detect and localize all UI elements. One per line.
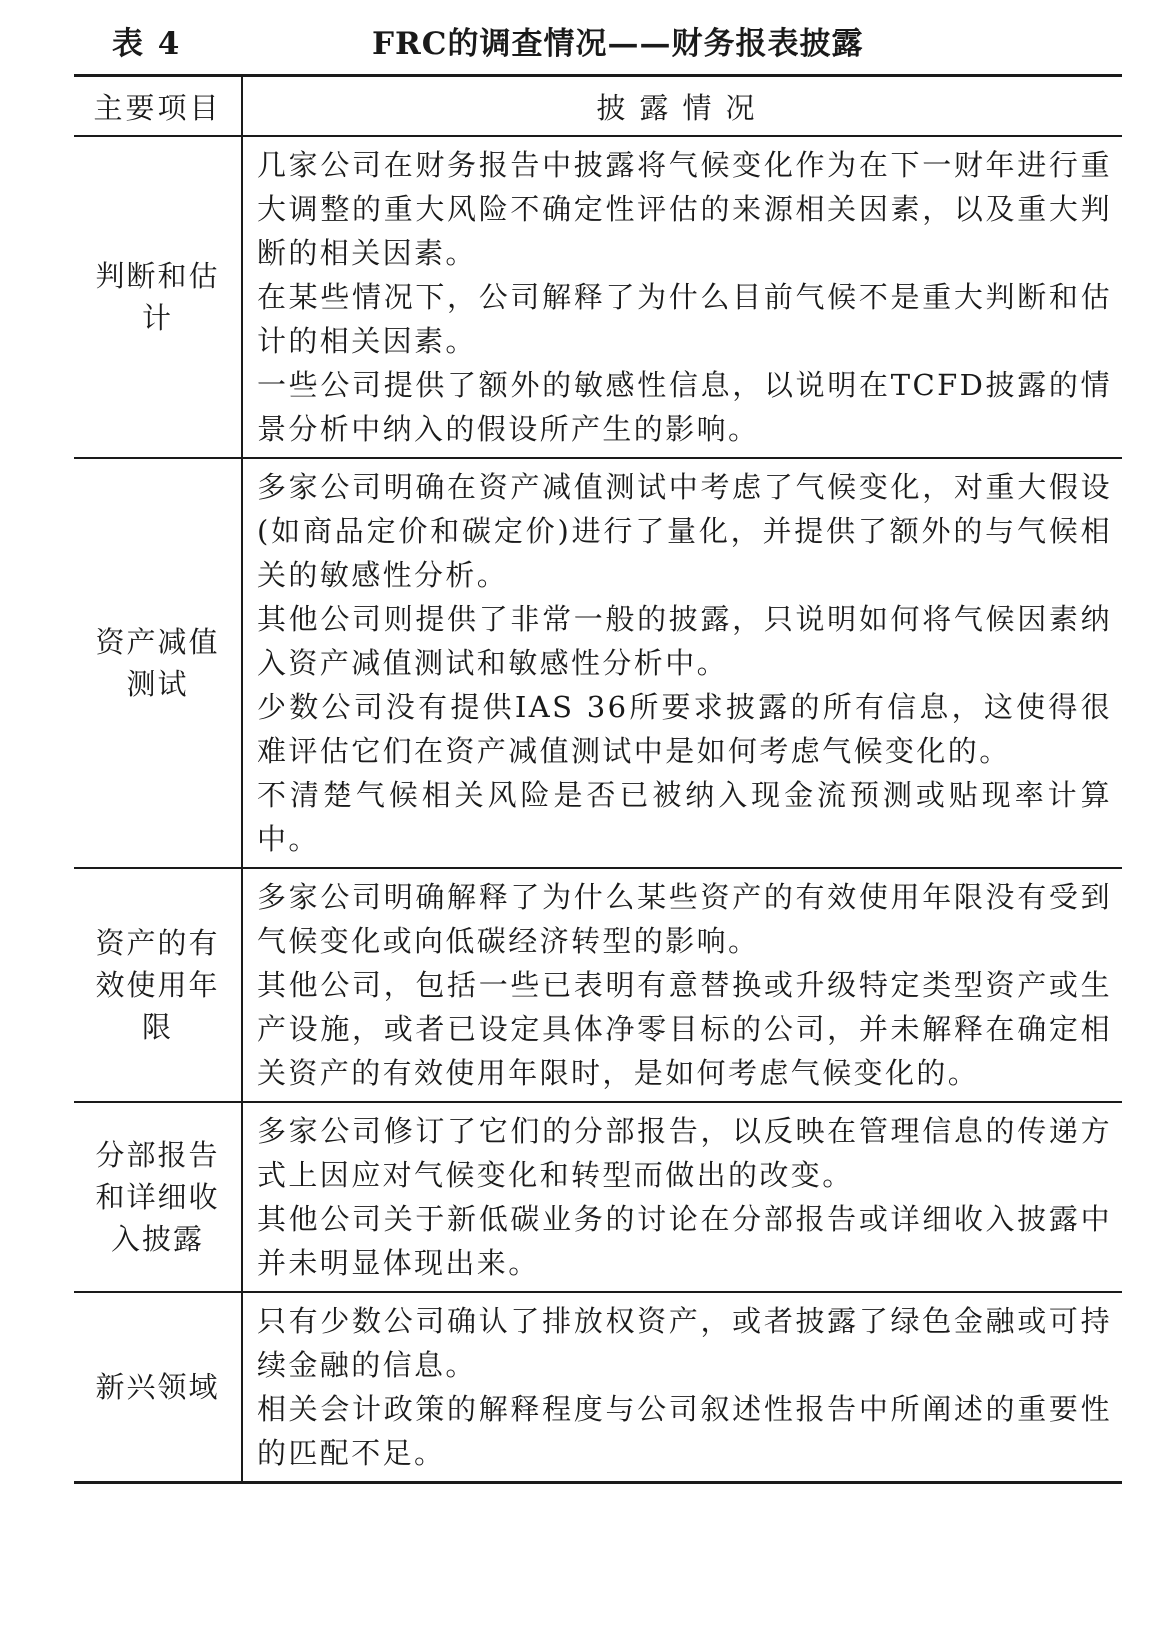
desc-paragraph: 其他公司关于新低碳业务的讨论在分部报告或详细收入披露中并未明显体现出来。 [257,1202,1112,1280]
row-desc-cell [242,868,1122,1102]
table-row [74,868,1122,1102]
row-item-cell [74,1102,242,1292]
disclosure-table [74,74,1122,1484]
desc-paragraph: 多家公司修订了它们的分部报告，以反映在管理信息的传递方式上因应对气候变化和转型而做出的改变。 [257,1114,1112,1192]
desc-paragraph: 相关会计政策的解释程度与公司叙述性报告中所阐述的重要性的匹配不足。 [257,1392,1112,1470]
row-item-label: 资产减值测试 [95,625,220,701]
row-item-cell [74,136,242,458]
header-disclosure: 披露情况 [242,76,1122,137]
row-item-label: 分部报告和详细收入披露 [95,1138,220,1256]
row-desc-cell [242,1102,1122,1292]
desc-paragraph: 其他公司则提供了非常一般的披露，只说明如何将气候因素纳入资产减值测试和敏感性分析中。 [257,602,1112,680]
desc-paragraph: 一些公司提供了额外的敏感性信息，以说明在TCFD披露的情景分析中纳入的假设所产生的影响。 [257,368,1112,446]
table-row [74,458,1122,868]
desc-paragraph: 在某些情况下，公司解释了为什么目前气候不是重大判断和估计的相关因素。 [257,280,1112,358]
table-row [74,1292,1122,1483]
header-row [74,76,1122,137]
row-item-cell [74,1292,242,1483]
row-item-label: 新兴领域 [95,1370,220,1404]
row-item-label: 判断和估计 [95,259,220,335]
header-main-item: 主要项目 [74,76,242,137]
table-body [74,136,1122,1483]
table-row [74,1102,1122,1292]
row-item-label: 资产的有效使用年限 [95,926,220,1044]
table-header [74,76,1122,137]
desc-paragraph: 几家公司在财务报告中披露将气候变化作为在下一财年进行重大调整的重大风险不确定性评估的来源相关因素，以及重大判断的相关因素。 [257,148,1112,270]
table-number-label: 表 4 [112,26,182,62]
desc-paragraph: 不清楚气候相关风险是否已被纳入现金流预测或贴现率计算中。 [257,778,1112,856]
row-item-cell [74,868,242,1102]
table-caption [0,12,1160,62]
row-desc-cell [242,136,1122,458]
desc-paragraph: 少数公司没有提供IAS 36所要求披露的所有信息，这使得很难评估它们在资产减值测试中是如何考虑气候变化的。 [257,690,1112,768]
desc-paragraph: 多家公司明确在资产减值测试中考虑了气候变化，对重大假设(如商品定价和碳定价)进行了量化，并提供了额外的与气候相关的敏感性分析。 [257,470,1112,592]
row-item-cell [74,458,242,868]
table-row [74,136,1122,458]
desc-paragraph: 多家公司明确解释了为什么某些资产的有效使用年限没有受到气候变化或向低碳经济转型的影响。 [257,880,1112,958]
row-desc-cell [242,1292,1122,1483]
row-desc-cell [242,458,1122,868]
desc-paragraph: 其他公司，包括一些已表明有意替换或升级特定类型资产或生产设施，或者已设定具体净零目标的公司，并未解释在确定相关资产的有效使用年限时，是如何考虑气候变化的。 [257,968,1112,1090]
table-title: FRC的调查情况——财务报表披露 [372,26,864,62]
desc-paragraph: 只有少数公司确认了排放权资产，或者披露了绿色金融或可持续金融的信息。 [257,1304,1112,1382]
